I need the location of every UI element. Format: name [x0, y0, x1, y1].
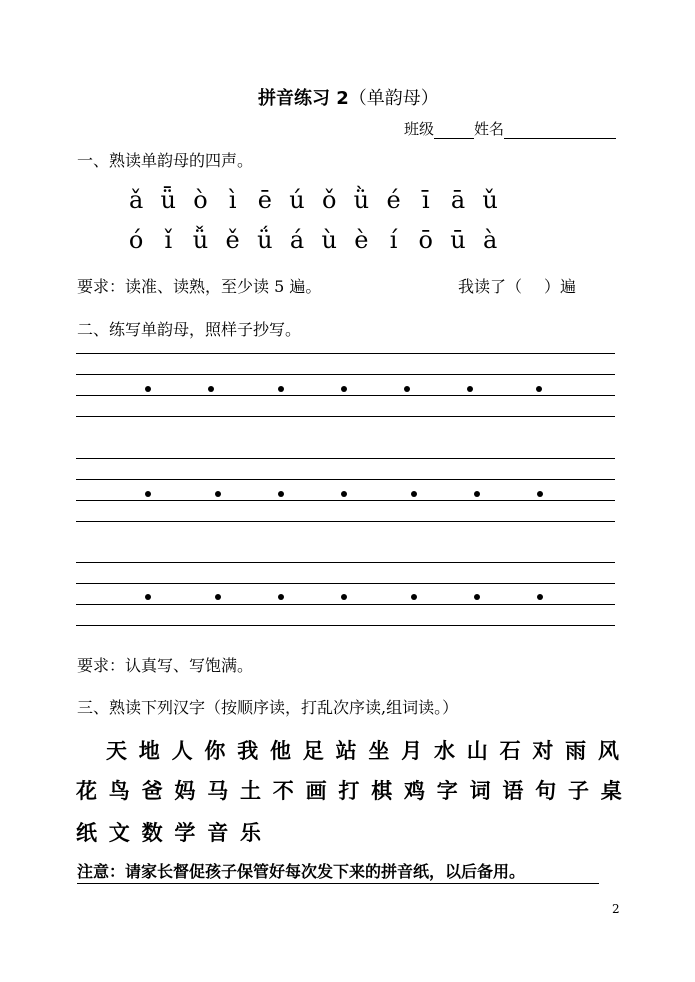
hanzi-char: 月: [401, 739, 423, 763]
dot-marker: [145, 491, 151, 497]
name-field[interactable]: [504, 122, 616, 139]
hanzi-char: 石: [499, 739, 521, 763]
pinyin-vowel: ū: [450, 226, 466, 254]
title-subtitle: （单韵母）: [348, 88, 439, 109]
hanzi-char: 天: [106, 739, 127, 763]
dot-marker: [145, 594, 151, 600]
hanzi-row-2: [76, 775, 634, 805]
writing-line: [76, 625, 615, 626]
dot-marker: [341, 491, 347, 497]
pinyin-vowel: ō: [418, 226, 433, 254]
hanzi-char: 坐: [368, 739, 390, 763]
section2-heading: 二、练写单韵母，照样子抄写。: [77, 320, 302, 339]
read-count-suffix: ）遍: [544, 277, 577, 296]
parent-notice: 注意：请家长督促孩子保管好每次发下来的拼音纸，以后备用。: [77, 859, 599, 884]
pinyin-vowel: ā: [450, 186, 466, 214]
hanzi-char: 雨: [565, 739, 587, 763]
hanzi-char: 花: [76, 779, 97, 803]
dot-marker: [411, 491, 417, 497]
pinyin-vowel: ē: [257, 186, 272, 214]
writing-line: [76, 479, 615, 480]
hanzi-char: 句: [535, 779, 557, 803]
pinyin-vowel: ě: [225, 226, 240, 254]
hanzi-char: 地: [138, 739, 160, 763]
dot-marker: [467, 386, 473, 392]
pinyin-vowel: á: [289, 226, 305, 254]
hanzi-row-3: [76, 817, 273, 847]
pinyin-row-1: [120, 186, 506, 214]
hanzi-char: 字: [436, 779, 458, 803]
pinyin-vowel: ǘ: [257, 226, 273, 254]
dot-marker: [341, 386, 347, 392]
page-title: [258, 84, 439, 110]
dot-marker: [278, 491, 284, 497]
pinyin-vowel: ǔ: [482, 186, 498, 214]
pinyin-vowel: ǖ: [160, 186, 177, 214]
pinyin-vowel: ò: [193, 186, 208, 214]
pinyin-vowel: ú: [289, 186, 305, 214]
hanzi-char: 足: [302, 739, 324, 763]
hanzi-char: 纸: [76, 821, 97, 845]
dot-marker: [474, 594, 480, 600]
read-count: [458, 274, 576, 297]
hanzi-char: 土: [239, 779, 261, 803]
hanzi-char: 数: [141, 821, 163, 845]
section3-heading: 三、熟读下列汉字（按顺序读，打乱次序读,组词读。）: [77, 698, 459, 717]
writing-line: [76, 604, 615, 605]
dot-marker: [278, 386, 284, 392]
writing-line: [76, 583, 615, 584]
hanzi-char: 语: [502, 779, 524, 803]
dot-marker: [215, 491, 221, 497]
hanzi-char: 水: [433, 739, 455, 763]
hanzi-char: 站: [335, 739, 357, 763]
hanzi-char: 妈: [174, 779, 196, 803]
pinyin-vowel: è: [354, 226, 369, 254]
dot-marker: [215, 594, 221, 600]
hanzi-char: 鸡: [403, 779, 425, 803]
hanzi-char: 棋: [371, 779, 393, 803]
class-label: 班级: [404, 120, 435, 138]
hanzi-char: 人: [171, 739, 193, 763]
writing-line: [76, 562, 615, 563]
hanzi-char: 对: [532, 739, 554, 763]
pinyin-vowel: ī: [421, 186, 430, 214]
hanzi-char: 山: [466, 739, 488, 763]
hanzi-char: 桌: [600, 779, 622, 803]
pinyin-vowel: ǎ: [128, 186, 144, 214]
pinyin-vowel: é: [386, 186, 401, 214]
hanzi-char: 打: [338, 779, 360, 803]
writing-line: [76, 500, 615, 501]
hanzi-char: 风: [597, 739, 619, 763]
writing-line: [76, 374, 615, 375]
hanzi-char: 音: [207, 821, 229, 845]
name-label: 姓名: [474, 120, 505, 138]
pinyin-vowel: ù: [321, 226, 337, 254]
writing-line: [76, 395, 615, 396]
hanzi-char: 他: [269, 739, 291, 763]
dot-marker: [341, 594, 347, 600]
section1-heading: 一、熟读单韵母的四声。: [77, 151, 254, 170]
hanzi-char: 画: [305, 779, 327, 803]
hanzi-char: 马: [207, 779, 229, 803]
writing-line: [76, 458, 615, 459]
hanzi-char: 爸: [141, 779, 163, 803]
pinyin-vowel: à: [483, 226, 498, 254]
pinyin-vowel: ǚ: [192, 226, 209, 254]
pinyin-vowel: ó: [128, 226, 144, 254]
dot-marker: [411, 594, 417, 600]
hanzi-char: 我: [237, 739, 259, 763]
dot-marker: [208, 386, 214, 392]
hanzi-char: 你: [204, 739, 226, 763]
pinyin-vowel: ǜ: [353, 186, 370, 214]
hanzi-char: 词: [469, 779, 491, 803]
hanzi-char: 文: [108, 821, 130, 845]
dot-marker: [474, 491, 480, 497]
pinyin-vowel: í: [389, 226, 398, 254]
dot-marker: [536, 386, 542, 392]
hanzi-row-1: [106, 735, 631, 765]
dot-marker: [145, 386, 151, 392]
hanzi-char: 学: [174, 821, 196, 845]
section1-requirement: 要求：读准、读熟，至少读 5 遍。: [77, 277, 322, 296]
read-count-prefix: 我读了（: [458, 277, 523, 296]
pinyin-vowel: ì: [228, 186, 237, 214]
dot-marker: [404, 386, 410, 392]
section2-requirement: 要求：认真写、写饱满。: [77, 656, 254, 675]
dot-marker: [537, 491, 543, 497]
hanzi-char: 子: [567, 779, 589, 803]
hanzi-char: 不: [272, 779, 294, 803]
writing-line: [76, 353, 615, 354]
hanzi-char: 乐: [239, 821, 261, 845]
writing-line: [76, 521, 615, 522]
page-number: 2: [612, 902, 620, 916]
dot-marker: [537, 594, 543, 600]
pinyin-row-2: [120, 226, 506, 254]
writing-line: [76, 416, 615, 417]
hanzi-char: 鸟: [108, 779, 130, 803]
pinyin-vowel: ǒ: [321, 186, 337, 214]
title-main: 拼音练习 2: [258, 88, 349, 109]
pinyin-vowel: ǐ: [164, 226, 173, 254]
dot-marker: [278, 594, 284, 600]
student-info: [404, 118, 616, 139]
class-field[interactable]: [434, 122, 474, 139]
